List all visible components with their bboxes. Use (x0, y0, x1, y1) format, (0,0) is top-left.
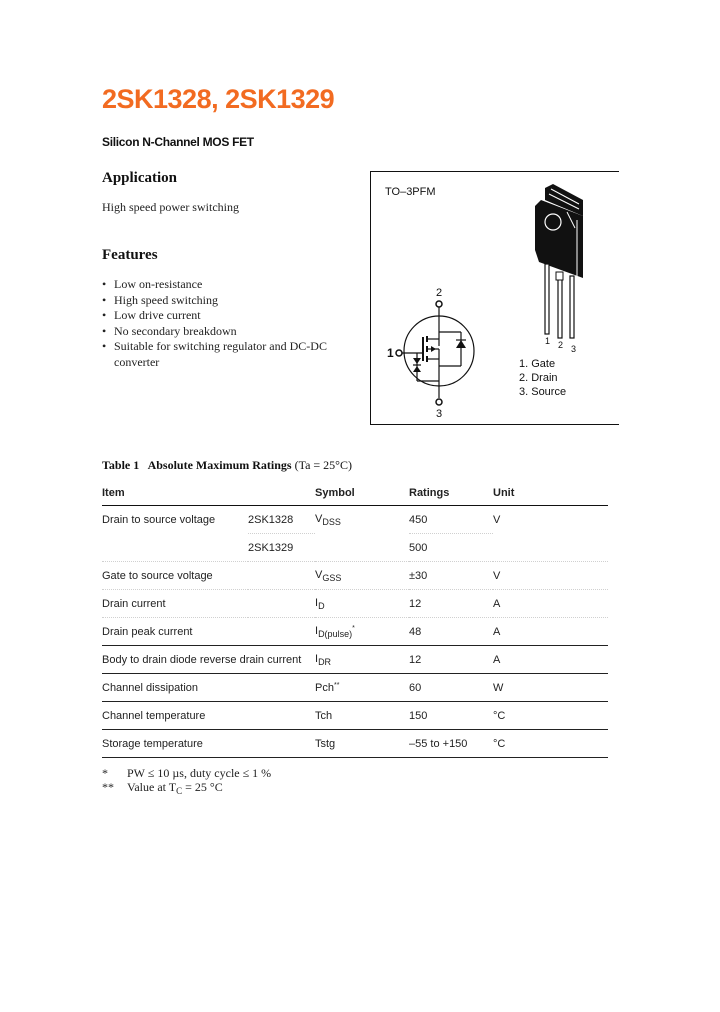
header-ratings: Ratings (409, 480, 493, 506)
cell-item: Drain current (102, 590, 315, 618)
cell-symbol (315, 534, 409, 562)
package-figure (370, 171, 619, 425)
header-symbol: Symbol (315, 480, 409, 506)
cell-rating: –55 to +150 (409, 730, 493, 758)
feature-item: • Low on-resistance (102, 277, 342, 293)
application-text: High speed power switching (102, 200, 239, 214)
cell-item: Channel dissipation (102, 674, 315, 702)
cell-symbol: $V_{GSS}$ (315, 562, 409, 590)
cell-rating: 150 (409, 702, 493, 730)
header-item: Item (102, 480, 248, 506)
to3pfm-package-icon (531, 180, 611, 355)
cell-unit: °C (493, 730, 608, 758)
table-caption-condition: (Ta = 25°C) (291, 458, 352, 472)
application-heading: Application (102, 170, 178, 186)
table-row (102, 562, 608, 590)
cell-rating: ±30 (409, 562, 493, 590)
table-caption (102, 458, 352, 473)
svg-text:3: 3 (435, 408, 443, 420)
table-caption-title: Table 1 Absolute Maximum Ratings (102, 458, 292, 472)
table-row (102, 674, 608, 702)
cell-symbol: $I_{DR}$ (315, 646, 409, 674)
cell-symbol: $I_{D(pulse)}^*$ (315, 618, 409, 646)
cell-unit: W (493, 674, 608, 702)
cell-symbol: $V_{DSS}$ (315, 512, 341, 527)
cell-unit: °C (493, 702, 608, 730)
cell-variant: 2SK1328 (248, 506, 315, 534)
cell-symbol: $I_D$ (315, 590, 409, 618)
cell-rating: 12 (409, 590, 493, 618)
features-heading: Features (102, 247, 158, 263)
svg-text:2: 2 (558, 340, 564, 350)
footnote-2: ** Value at $T_C = 25$ °C (102, 780, 223, 796)
table-row (102, 702, 608, 730)
cell-variant: 2SK1329 (248, 534, 315, 562)
cell-symbol: Tstg (315, 730, 409, 758)
feature-item: • Suitable for switching regulator and DC-DC converter (102, 339, 342, 370)
cell-rating: 12 (409, 646, 493, 674)
cell-symbol: Pch** (315, 674, 409, 702)
cell-rating: 48 (409, 618, 493, 646)
page-title: 2SK1328, 2SK1329 (102, 84, 335, 114)
table-row (102, 730, 608, 758)
cell-unit: A (493, 590, 608, 618)
cell-item: Drain to source voltage (102, 513, 216, 526)
package-name: TO–3PFM (385, 186, 436, 198)
footnotes (102, 766, 271, 798)
cell-symbol: Tch (315, 702, 409, 730)
cell-rating: 60 (409, 674, 493, 702)
mosfet-schematic-icon (381, 280, 491, 420)
cell-item: Body to drain diode reverse drain current (102, 646, 315, 674)
feature-item: • High speed switching (102, 293, 342, 309)
cell-item: Storage temperature (102, 730, 315, 758)
cell-unit: V (493, 513, 501, 526)
features-list (102, 277, 342, 370)
table-row (102, 506, 608, 534)
svg-text:2: 2 (435, 287, 443, 299)
header-variant (248, 480, 315, 506)
footnote-1: * PW ≤ 10 µs, duty cycle ≤ 1 % (102, 766, 272, 780)
pin-1-label: 1 (545, 336, 551, 346)
table-row (102, 618, 608, 646)
svg-text:1: 1 (387, 346, 394, 360)
cell-unit: A (493, 618, 608, 646)
cell-rating: 500 (409, 534, 493, 562)
cell-unit: V (493, 562, 608, 590)
page-subtitle: Silicon N-Channel MOS FET (102, 135, 254, 149)
pin-drain: 2. Drain (519, 372, 558, 384)
table-header-row (102, 480, 608, 506)
absolute-maximum-ratings-table (102, 480, 608, 758)
cell-rating: 450 (409, 506, 493, 534)
pin-source: 3. Source (519, 386, 567, 398)
table-row (102, 590, 608, 618)
svg-text:3: 3 (571, 344, 577, 354)
table-row (102, 646, 608, 674)
cell-item (102, 534, 248, 562)
cell-item: Channel temperature (102, 702, 315, 730)
pin-gate: 1. Gate (519, 358, 556, 370)
feature-item: • Low drive current (102, 308, 342, 324)
cell-item: Gate to source voltage (102, 562, 315, 590)
header-unit: Unit (493, 480, 608, 506)
cell-item: Drain peak current (102, 618, 315, 646)
cell-unit: A (493, 646, 608, 674)
pin-legend (519, 357, 566, 399)
feature-item: • No secondary breakdown (102, 324, 342, 340)
table-row (102, 534, 608, 562)
cell-unit (493, 534, 608, 562)
